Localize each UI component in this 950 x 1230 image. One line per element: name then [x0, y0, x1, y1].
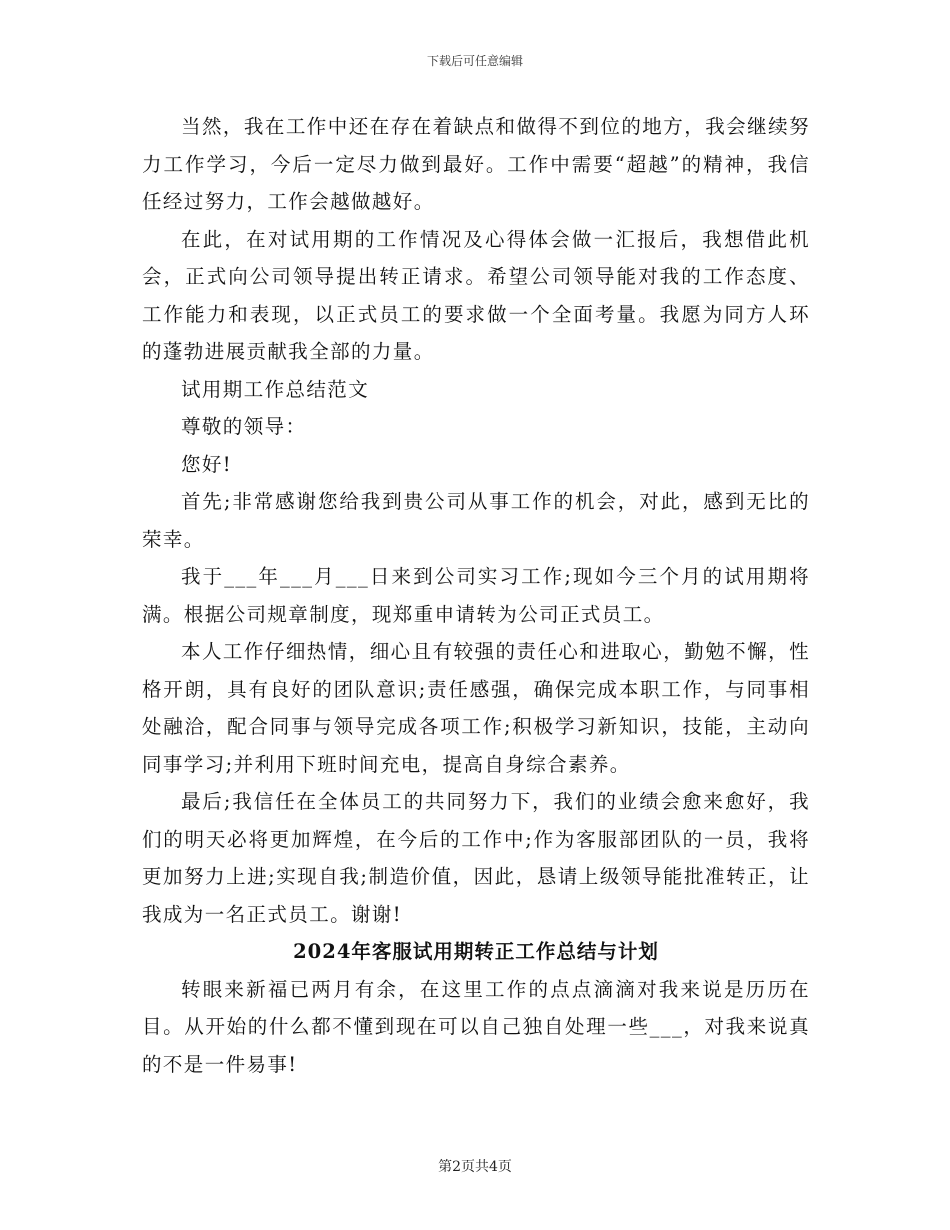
paragraph: 本人工作仔细热情，细心且有较强的责任心和进取心，勤勉不懈，性格开朗，具有良好的团队意识;责任感强，确保完成本职工作，与同事相处融洽，配合同事与领导完成各项工作;积极学习新知识，技能，主动向同事学习;并利用下班时间充电，提高自身综合素养。 [142, 640, 810, 776]
paragraph: 您好! [181, 452, 233, 476]
paragraph: 当然，我在工作中还在存在着缺点和做得不到位的地方，我会继续努力工作学习，今后一定尽力做到最好。工作中需要“超越”的精神，我信任经过努力，工作会越做越好。 [142, 115, 810, 213]
document-body [142, 108, 810, 1083]
paragraph: 最后;我信任在全体员工的共同努力下，我们的业绩会愈来愈好，我们的明天必将更加辉煌，在今后的工作中;作为客服部团队的一员，我将更加努力上进;实现自我;制造价值，因此，恳请上级领导能批准转正，让我成为一名正式员工。谢谢! [142, 790, 810, 926]
paragraph: 试用期工作总结范文 [181, 377, 370, 401]
section-title: 2024年客服试用期转正工作总结与计划 [293, 940, 659, 963]
paragraph: 在此，在对试用期的工作情况及心得体会做一汇报后，我想借此机会，正式向公司领导提出转正请求。希望公司领导能对我的工作态度、工作能力和表现，以正式员工的要求做一个全面考量。我愿为同方人环的蓬勃进展贡献我全部的力量。 [142, 227, 810, 363]
paragraph: 转眼来新福已两月有余，在这里工作的点点滴滴对我来说是历历在目。从开始的什么都不懂到现在可以自己独自处理一些___，对我来说真的不是一件易事! [142, 977, 810, 1076]
paragraph: 首先;非常感谢您给我到贵公司从事工作的机会，对此，感到无比的荣幸。 [142, 490, 810, 551]
page-footer: 第2页共4页 [438, 1159, 512, 1175]
page-header: 下载后可任意编辑 [426, 54, 523, 68]
paragraph: 尊敬的领导： [181, 415, 307, 438]
paragraph: 我于___年___月___日来到公司实习工作;现如今三个月的试用期将满。根据公司规章制度，现郑重申请转为公司正式员工。 [142, 565, 810, 626]
